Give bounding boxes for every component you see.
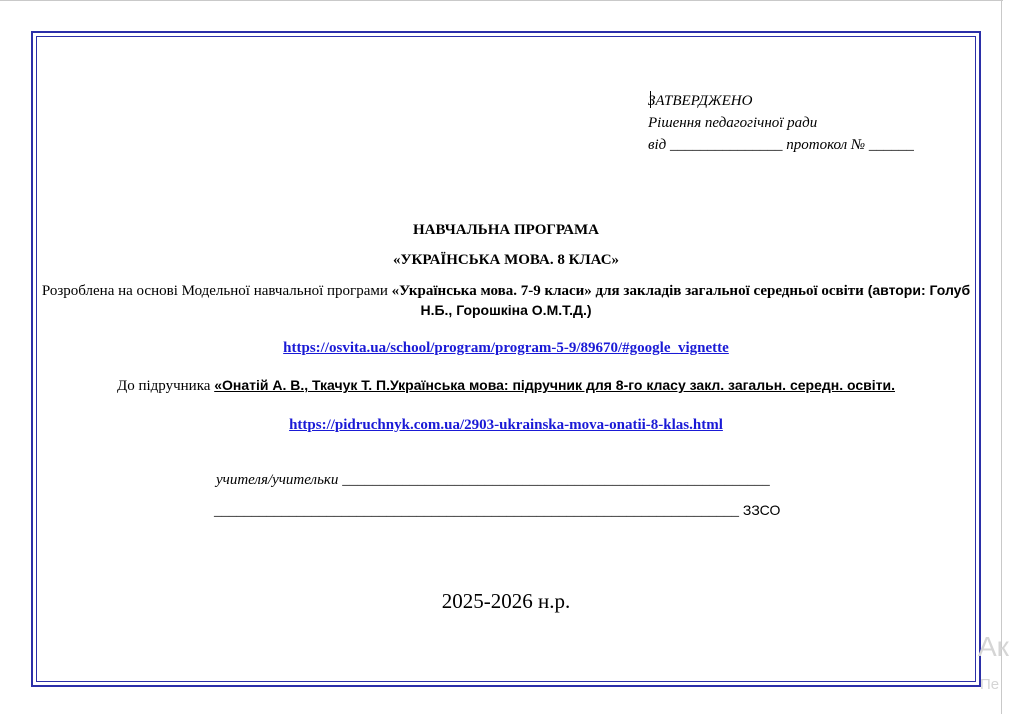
- activation-watermark: Ак: [978, 631, 1009, 662]
- approval-title: ЗАТВЕРДЖЕНО: [648, 93, 753, 109]
- textbook-link-row: [40, 416, 972, 434]
- program-link-row: [40, 339, 972, 357]
- approval-council: Рішення педагогічної ради: [648, 115, 818, 131]
- textbook-line: [40, 377, 972, 395]
- school-blank: ______________________________________________________________________: [214, 503, 739, 519]
- program-subtitle: «УКРАЇНСЬКА МОВА. 8 КЛАС»: [392, 252, 620, 268]
- program-title: НАВЧАЛЬНА ПРОГРАМА: [413, 222, 599, 238]
- basis-program: «Українська мова. 7-9 класи» для закладів загальної середньої освіти: [391, 283, 864, 299]
- school-suffix: ЗЗСО: [739, 502, 781, 518]
- textbook-prefix: До підручника: [117, 378, 215, 394]
- approval-protocol: від _______________ протокол № ______: [648, 137, 914, 153]
- basis-authors: (автори: Голуб Н.Б., Горошкіна О.М.Т.Д.): [420, 282, 971, 318]
- teacher-line: [216, 472, 770, 489]
- textbook-link[interactable]: https://pidruchnyk.com.ua/2903-ukrainska-mova-onatii-8-klas.html: [289, 417, 723, 433]
- approval-block: [648, 90, 914, 156]
- program-basis: [40, 281, 972, 321]
- program-link[interactable]: https://osvita.ua/school/program/program-5-9/89670/#google_vignette: [283, 340, 729, 356]
- teacher-blank: _________________________________________________________: [338, 472, 770, 488]
- academic-year: 2025-2026 н.р.: [441, 589, 571, 613]
- basis-prefix: Розроблена на основі Модельної навчальної програми: [41, 283, 392, 299]
- teacher-label: учителя/учительки: [216, 472, 339, 488]
- activation-watermark-sub: Пе: [980, 676, 1000, 693]
- school-line: [214, 502, 780, 520]
- page-top-edge: [0, 0, 1003, 1]
- page-right-edge: [1001, 0, 1002, 714]
- textbook-title: «Онатій А. В., Ткачук Т. П.Українська мова: підручник для 8-го класу закл. загальн. середн. освіти.: [214, 377, 895, 393]
